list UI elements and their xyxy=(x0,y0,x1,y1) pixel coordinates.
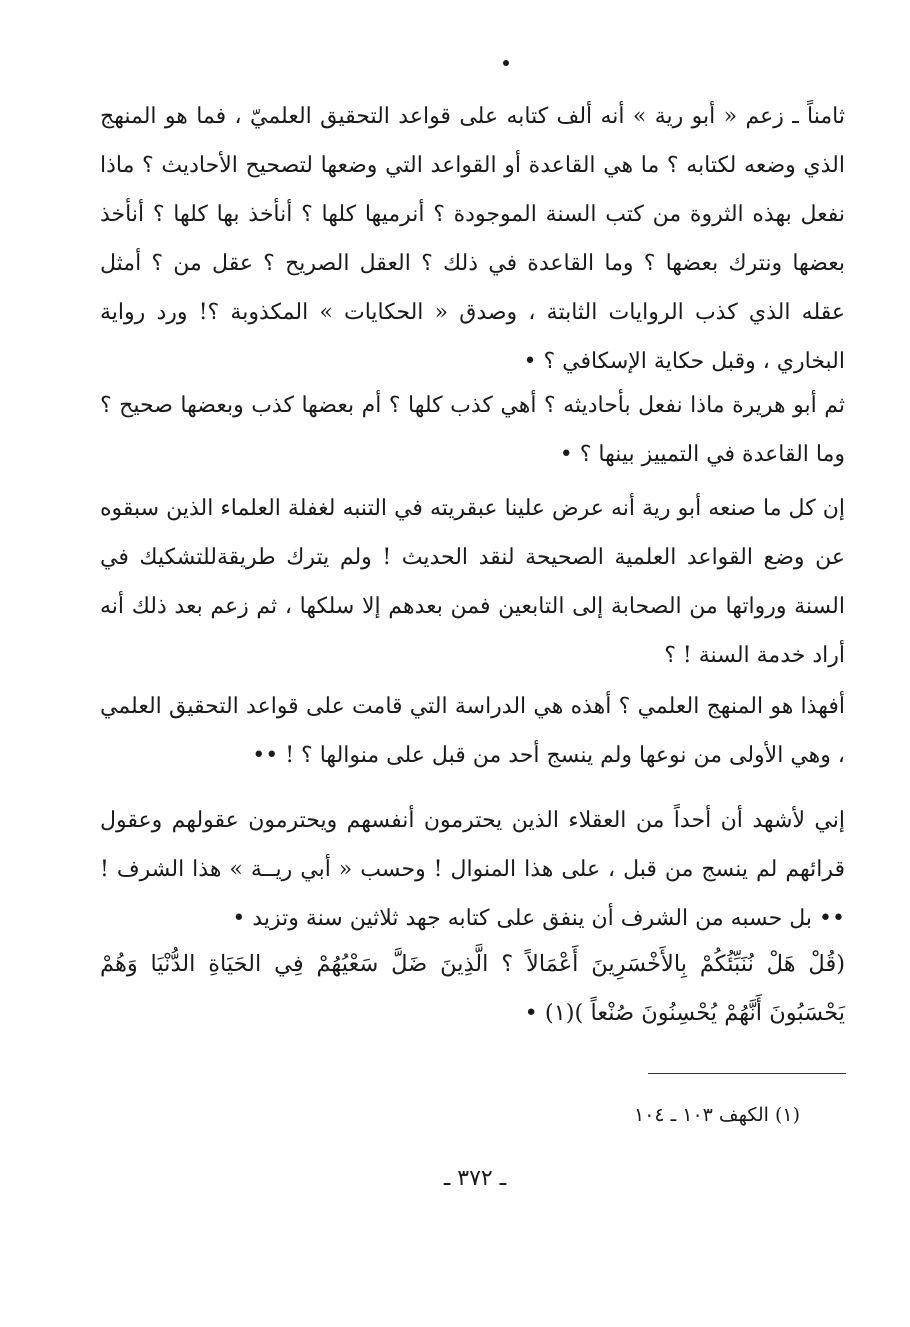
paragraph-4: أفهذا هو المنهج العلمي ؟ أهذه هي الدراسة التي قامت على قواعد التحقيق العلمي ، وهي الأولى من نوعها ولم ينسج أحد من قبل على منوالها ؟ ! •• xyxy=(100,694,845,768)
footnote-divider xyxy=(648,1073,846,1074)
paragraph-1: ثامناً ـ زعم « أبو رية » أنه ألف كتابه على قواعد التحقيق العلميّ ، فما هو المنهج الذي وضعه لكتابه ؟ ما هي القاعدة أو القواعد التي وضعها لتصحيح الأحاديث ؟ ماذا نفعل بهذه الثروة من كتب السنة الموجودة ؟ أنرميها كلها ؟ أنأخذ بها كلها ؟ أنأخذ بعضها ونترك بعضها ؟ وما القاعدة في ذلك ؟ العقل الصريح ؟ عقل من ؟ أمثل عقله الذي كذب الروايات الثابتة ، وصدق « الحكايات » المكذوبة ؟! ورد رواية البخاري ، وقبل حكاية الإسكافي ؟ • xyxy=(100,104,845,374)
quran-verse: (قُلْ هَلْ نُنَبِّئُكُمْ بِالأَخْسَرِينَ أَعْمَالاً ؟ الَّذِينَ ضَلَّ سَعْيُهُمْ فِي الحَيَاةِ الدُّنْيَا وَهُمْ يَحْسَبُونَ أَنَّهُمْ يُحْسِنُونَ صُنْعاً )(١) • xyxy=(100,951,845,1026)
paragraph-5: إني لأشهد أن أحداً من العقلاء الذين يحترمون أنفسهم ويحترمون عقولهم وعقول قرائهم لم ينسج من قبل ، على هذا المنوال ! وحسب « أبي ريــة » هذا الشرف ! •• بل حسبه من الشرف أن ينفق على كتابه جهد ثلاثين سنة وتزيد • xyxy=(100,808,845,931)
page-number: ـ ٣٧٢ ـ xyxy=(443,1166,507,1191)
paragraph-3: إن كل ما صنعه أبو رية أنه عرض علينا عبقريته في التنبه لغفلة العلماء الذين سبقوه عن وضع القواعد العلمية الصحيحة لنقد الحديث ! ولم يترك طريقةللتشكيك في السنة ورواتها من الصحابة إلى التابعين فمن بعدهم إلا سلكها ، ثم زعم بعد ذلك أنه أراد خدمة السنة ! ؟ xyxy=(100,496,845,668)
footnote: (١) الكهف ١٠٣ ـ ١٠٤ xyxy=(633,1104,800,1126)
top-dot-mark xyxy=(503,60,509,66)
paragraph-2: ثم أبو هريرة ماذا نفعل بأحاديثه ؟ أهي كذب كلها ؟ أم بعضها كذب وبعضها صحيح ؟ وما القاعدة في التمييز بينها ؟ • xyxy=(100,393,845,467)
